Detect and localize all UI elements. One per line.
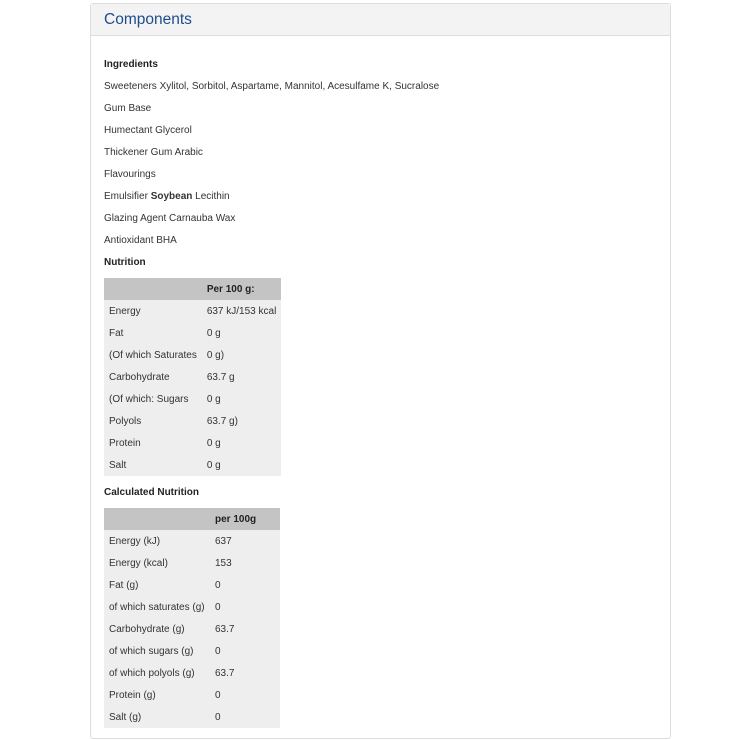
table-row (104, 574, 280, 596)
table-row (104, 618, 280, 640)
nutrient-value: 0 (215, 601, 221, 613)
ingredient-text: Emulsifier (104, 191, 151, 202)
nutrient-name: Protein (g) (109, 689, 156, 701)
nutrient-name: Carbohydrate (g) (109, 623, 185, 635)
nutrient-value: 0 (215, 689, 221, 701)
nutrient-value: 63.7 g (206, 371, 235, 383)
table-row (104, 432, 281, 454)
table-row (104, 684, 280, 706)
table-header-row (104, 278, 281, 300)
nutrient-value: 0 g (206, 437, 221, 449)
ingredient-line (104, 81, 439, 92)
table-row (104, 410, 281, 432)
nutrient-name: of which polyols (g) (109, 667, 195, 679)
nutrient-name: Carbohydrate (109, 371, 170, 383)
nutrient-value: 63.7 (215, 667, 235, 679)
ingredient-line (104, 191, 230, 202)
table-row (104, 706, 280, 728)
ingredient-text: Lecithin (192, 191, 230, 202)
nutrient-name: Protein (109, 437, 141, 449)
panel-header (91, 4, 670, 36)
ingredient-text: Sweeteners Xylitol, Sorbitol, Aspartame, Mannitol, Acesulfame K, Sucralose (104, 81, 440, 92)
table-row (104, 552, 280, 574)
nutrient-value: 153 (215, 557, 232, 569)
ingredient-line (104, 147, 203, 158)
nutrient-name: Fat (g) (109, 579, 139, 591)
calculated-nutrition-heading: Calculated Nutrition (104, 487, 200, 498)
allergen-text: Soybean (150, 191, 193, 202)
nutrient-value: 0 (215, 579, 221, 591)
nutrient-value: 0 g) (206, 349, 225, 361)
components-panel (90, 3, 671, 739)
table-header-row (104, 508, 280, 530)
nutrient-name: Energy (kJ) (109, 535, 161, 547)
column-header (104, 508, 210, 530)
nutrient-value: 0 g (206, 459, 221, 471)
ingredient-line (104, 235, 177, 246)
column-header (104, 278, 202, 300)
nutrient-name: Polyols (109, 415, 142, 427)
ingredient-line (104, 169, 156, 180)
nutrient-value: 63.7 g) (206, 415, 238, 427)
nutrient-name: Fat (109, 327, 124, 339)
table-row (104, 300, 281, 322)
column-header: per 100g (210, 508, 280, 530)
ingredients-heading: Ingredients (104, 59, 158, 70)
nutrient-value: 0 g (206, 393, 221, 405)
ingredient-text: Thickener Gum Arabic (104, 147, 203, 158)
nutrient-name: of which saturates (g) (109, 601, 205, 613)
nutrient-value: 637 kJ/153 kcal (206, 305, 277, 317)
table-row (104, 388, 281, 410)
calculated-nutrition-table (104, 508, 280, 728)
ingredient-line (104, 125, 192, 136)
ingredient-line (104, 213, 235, 224)
table-row (104, 640, 280, 662)
nutrition-heading: Nutrition (104, 257, 146, 268)
ingredient-text: Antioxidant BHA (104, 235, 177, 246)
nutrient-value: 637 (215, 535, 232, 547)
nutrient-name: Salt (g) (109, 711, 142, 723)
nutrition-table (104, 278, 281, 476)
nutrient-name: (Of which: Sugars (109, 393, 189, 405)
ingredient-text: Humectant Glycerol (104, 125, 192, 136)
nutrient-value: 0 g (206, 327, 221, 339)
ingredient-text: Flavourings (104, 169, 156, 180)
table-row (104, 344, 281, 366)
nutrient-name: (Of which Saturates (109, 349, 197, 361)
nutrient-value: 0 (215, 645, 221, 657)
table-row (104, 596, 280, 618)
nutrient-value: 0 (215, 711, 221, 723)
table-row (104, 662, 280, 684)
nutrient-name: Energy (109, 305, 141, 317)
ingredient-text: Gum Base (104, 103, 152, 114)
panel-title: Components (104, 11, 192, 28)
column-header: Per 100 g: (202, 278, 282, 300)
nutrient-name: Salt (109, 459, 127, 471)
nutrient-name: of which sugars (g) (109, 645, 194, 657)
table-row (104, 454, 281, 476)
table-row (104, 366, 281, 388)
ingredient-line (104, 103, 151, 114)
nutrient-name: Energy (kcal) (109, 557, 168, 569)
table-row (104, 322, 281, 344)
ingredient-text: Glazing Agent Carnauba Wax (104, 213, 236, 224)
nutrient-value: 63.7 (215, 623, 235, 635)
table-row (104, 530, 280, 552)
